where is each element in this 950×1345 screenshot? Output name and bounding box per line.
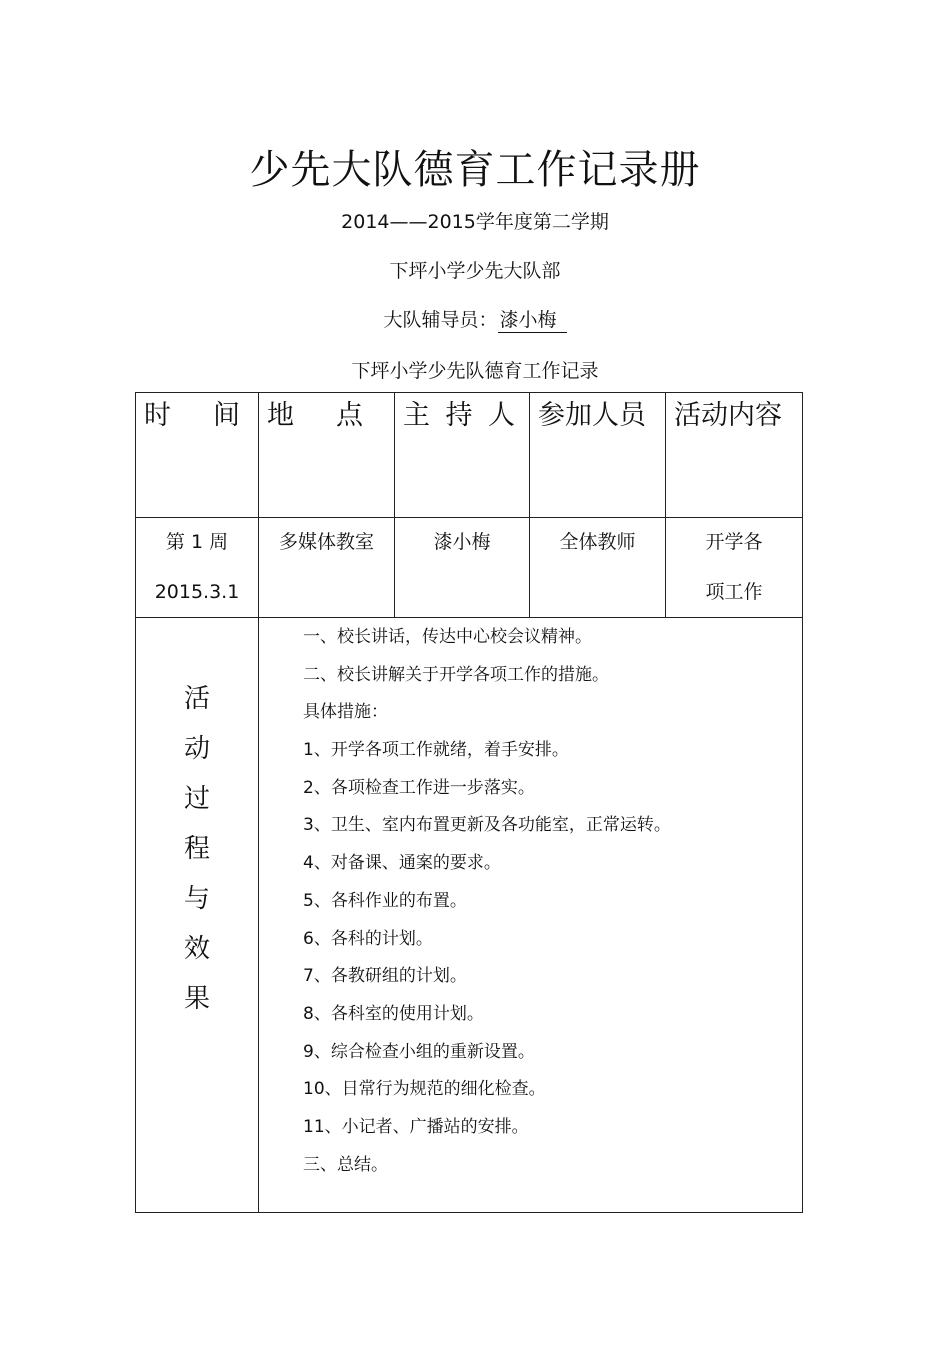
header-place: 地 点 <box>259 393 395 518</box>
process-item: 8、各科室的使用计划。 <box>303 1003 484 1024</box>
side-label <box>183 674 211 1024</box>
process-item: 5、各科作业的布置。 <box>303 890 467 911</box>
side-char: 与 <box>183 884 210 914</box>
side-char: 活 <box>183 684 210 714</box>
cell-participants <box>530 518 666 618</box>
cell-participants-text: 全体教师 <box>559 531 636 553</box>
process-item: 7、各教研组的计划。 <box>303 966 467 987</box>
side-char: 程 <box>183 834 210 864</box>
process-item: 具体措施： <box>303 702 388 723</box>
document-title: 少先大队德育工作记录册 <box>249 147 701 193</box>
cell-place <box>259 518 395 618</box>
counselor-label: 大队辅导员： <box>383 309 498 331</box>
cell-content-line1: 开学各 <box>705 531 763 553</box>
side-label-cell <box>136 618 259 1213</box>
process-item: 一、校长讲话，传达中心校会议精神。 <box>303 627 592 647</box>
table-row <box>136 518 803 618</box>
side-char: 动 <box>183 734 210 764</box>
record-title: 下坪小学少先队德育工作记录 <box>351 360 599 382</box>
school-year: 2014——2015学年度第二学期 <box>341 211 609 233</box>
header-time: 时 间 <box>136 393 259 518</box>
cell-content <box>666 518 803 618</box>
school-name: 下坪小学少先大队部 <box>389 260 561 282</box>
side-char: 效 <box>183 934 210 964</box>
record-table <box>135 392 803 1213</box>
cell-date: 2015.3.1 <box>154 581 240 603</box>
process-item: 3、卫生、室内布置更新及各功能室，正常运转。 <box>303 815 671 836</box>
cell-host-text: 漆小梅 <box>433 531 491 553</box>
cell-time <box>136 518 259 618</box>
header-host: 主 持 人 <box>395 393 530 518</box>
process-item: 6、各科的计划。 <box>303 928 433 949</box>
process-item: 10、日常行为规范的细化检查。 <box>303 1079 546 1100</box>
header-participants: 参加人员 <box>530 393 666 518</box>
cell-content-line2: 项工作 <box>705 581 763 603</box>
cell-host <box>395 518 530 618</box>
process-item: 4、对备课、通案的要求。 <box>303 853 501 874</box>
process-item: 三、总结。 <box>303 1154 388 1175</box>
header-row <box>136 393 803 518</box>
process-item: 9、综合检查小组的重新设置。 <box>303 1041 535 1062</box>
cell-week: 第 1 周 <box>165 531 229 553</box>
side-char: 果 <box>183 984 210 1014</box>
process-row <box>136 618 803 1213</box>
process-item: 二、校长讲解关于开学各项工作的措施。 <box>303 664 609 685</box>
process-item: 2、各项检查工作进一步落实。 <box>303 777 535 798</box>
counselor-name: 漆小梅 <box>498 309 567 333</box>
process-item: 11、小记者、广播站的安排。 <box>303 1116 529 1137</box>
process-item: 1、开学各项工作就绪，着手安排。 <box>303 740 569 761</box>
side-char: 过 <box>183 784 210 814</box>
counselor-line <box>0 305 950 333</box>
process-content <box>259 618 803 1213</box>
header-content: 活动内容 <box>666 393 803 518</box>
cell-place-text: 多媒体教室 <box>278 531 374 553</box>
